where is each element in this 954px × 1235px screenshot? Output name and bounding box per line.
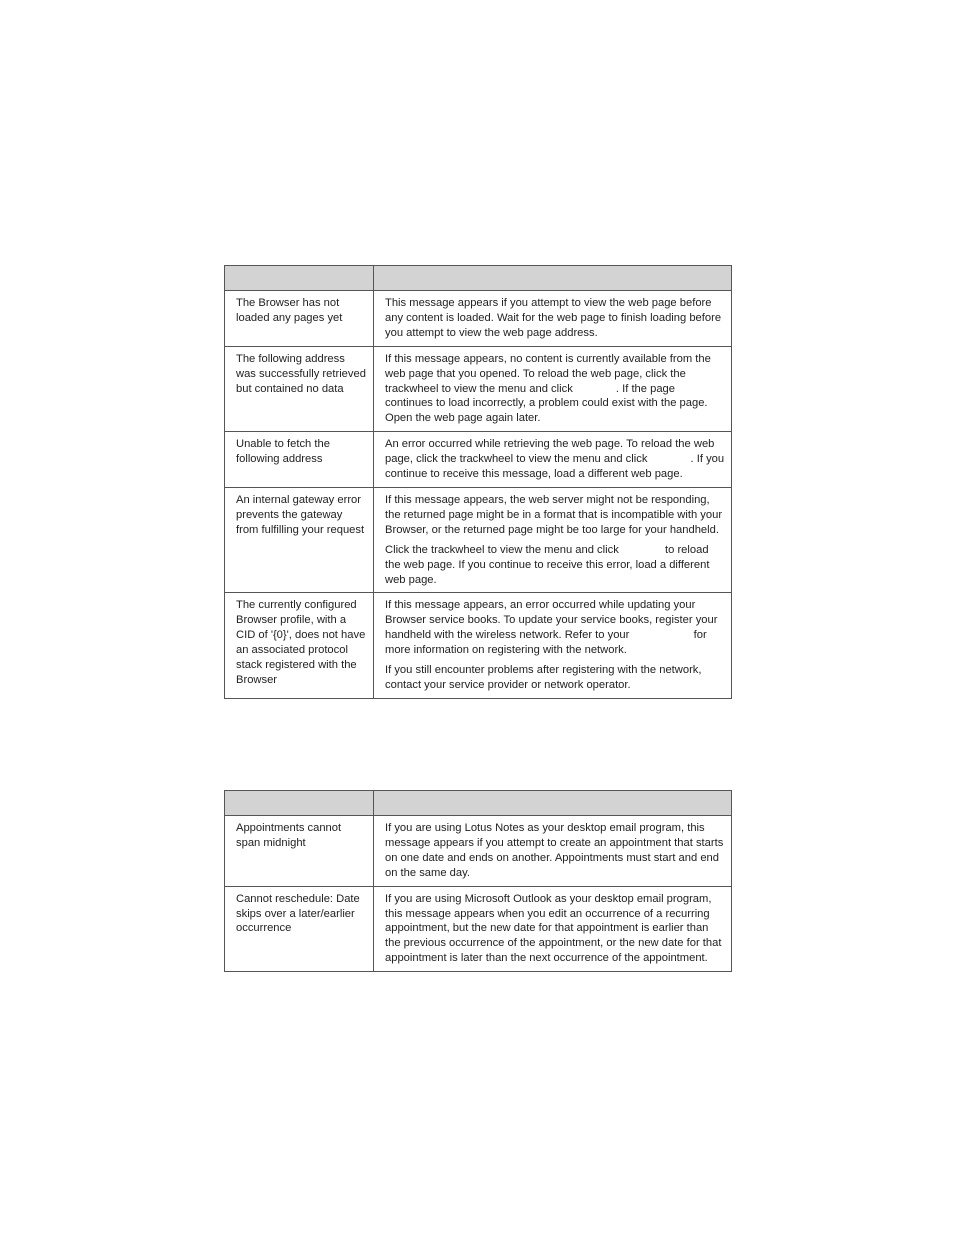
description-paragraph bbox=[385, 543, 725, 588]
table-row bbox=[225, 816, 732, 887]
error-description-cell bbox=[374, 593, 732, 698]
browser-error-table bbox=[224, 265, 732, 699]
description-text: . If you continue to receive this message, load a different web page. bbox=[385, 453, 725, 481]
table-row bbox=[225, 886, 732, 972]
description-paragraph bbox=[385, 598, 725, 658]
header-cell-description bbox=[374, 266, 732, 291]
description-text: An error occurred while retrieving the web page. To reload the web page, click the trackwheel to view the menu and click bbox=[385, 438, 715, 466]
description-paragraph: If you still encounter problems after registering with the network, contact your service provider or network operator. bbox=[385, 664, 702, 691]
description-text: Click the trackwheel to view the menu and click bbox=[385, 543, 619, 556]
header-cell-description bbox=[374, 791, 732, 816]
table-row bbox=[225, 593, 732, 698]
description-text: for more information on registering with the network. bbox=[385, 629, 707, 657]
header-cell-message bbox=[225, 791, 374, 816]
description-paragraph: If this message appears, the web server might not be responding, the returned page might be in a format that is incompatible with your Browser, or the returned page might be too large for your handheld. bbox=[385, 493, 723, 536]
table-row bbox=[225, 346, 732, 432]
error-message-cell: The following address was successfully retrieved but contained no data bbox=[225, 346, 374, 432]
error-description-cell: If you are using Lotus Notes as your desktop email program, this message appears if you attempt to create an appointment that starts on one date and ends on another. Appointments must start and end on the same day. bbox=[374, 816, 732, 887]
table-row bbox=[225, 291, 732, 347]
error-message-cell: The currently configured Browser profile, with a CID of '{0}', does not have an associated protocol stack registered with the Browser bbox=[225, 593, 374, 698]
error-message-cell: Cannot reschedule: Date skips over a later/earlier occurrence bbox=[225, 886, 374, 972]
description-text: If this message appears, no content is currently available from the web page that you opened. To reload the web page, click the trackwheel to view the menu and click bbox=[385, 352, 711, 395]
error-description-cell bbox=[374, 432, 732, 488]
error-message-cell: Appointments cannot span midnight bbox=[225, 816, 374, 887]
error-description-cell bbox=[374, 346, 732, 432]
error-description-cell: This message appears if you attempt to view the web page before any content is loaded. Wait for the web page to finish loading before you attempt to view the web page address. bbox=[374, 291, 732, 347]
calendar-error-table bbox=[224, 790, 732, 972]
description-text: to reload the web page. If you continue to receive this error, load a different web page. bbox=[385, 543, 710, 586]
description-text: . If the page continues to load incorrectly, a problem could exist with the page. Open the web page again later. bbox=[385, 382, 708, 425]
error-description-cell bbox=[374, 487, 732, 592]
table-header-row bbox=[225, 791, 732, 816]
table-row bbox=[225, 432, 732, 488]
table-header-row bbox=[225, 266, 732, 291]
description-text: If this message appears, an error occurred while updating your Browser service books. To update your service books, register your handheld with the wireless network. Refer to your bbox=[385, 599, 718, 642]
error-description-cell: If you are using Microsoft Outlook as your desktop email program, this message appears when you edit an occurrence of a recurring appointment, but the new date for that appointment is earlier than the previous occurrence of the appointment, or the new date for that appointment is later than the next occurrence of the appointment. bbox=[374, 886, 732, 972]
error-message-cell: Unable to fetch the following address bbox=[225, 432, 374, 488]
error-message-cell: An internal gateway error prevents the gateway from fulfilling your request bbox=[225, 487, 374, 592]
error-message-cell: The Browser has not loaded any pages yet bbox=[225, 291, 374, 347]
table-row bbox=[225, 487, 732, 592]
header-cell-message bbox=[225, 266, 374, 291]
